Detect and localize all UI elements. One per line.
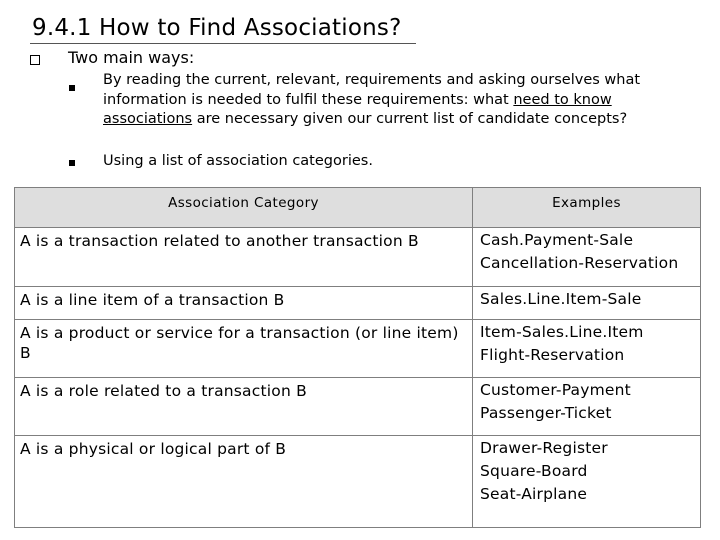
sub-point-1-text-end: are necessary given our current list of candidate concepts? bbox=[192, 111, 628, 127]
example-item: Flight-Reservation bbox=[480, 346, 625, 364]
examples-cell bbox=[473, 287, 701, 320]
category-cell: A is a product or service for a transaction (or line item) B bbox=[15, 320, 473, 378]
table-row bbox=[15, 436, 701, 528]
header-association-category: Association Category bbox=[15, 188, 473, 228]
table-row bbox=[15, 287, 701, 320]
examples-cell bbox=[473, 378, 701, 436]
example-item: Drawer-Register bbox=[480, 439, 608, 457]
association-categories-table bbox=[14, 187, 701, 528]
sub-point-2: Using a list of association categories. bbox=[103, 153, 373, 169]
example-item: Seat-Airplane bbox=[480, 485, 588, 503]
main-point: Two main ways: bbox=[68, 48, 195, 67]
examples-cell bbox=[473, 228, 701, 287]
example-item: Passenger-Ticket bbox=[480, 404, 612, 422]
example-item: Cancellation-Reservation bbox=[480, 254, 679, 272]
sub-point-1-text: By reading the current, relevant, requirements and asking ourselves what information is needed to fulfil these requirements: what bbox=[103, 72, 641, 108]
table-row bbox=[15, 228, 701, 287]
table-row bbox=[15, 320, 701, 378]
example-item: Cash.Payment-Sale bbox=[480, 231, 634, 249]
example-item: Sales.Line.Item-Sale bbox=[480, 290, 642, 308]
filled-square-bullet-icon bbox=[69, 85, 75, 91]
page-title: 9.4.1 How to Find Associations? bbox=[32, 15, 402, 41]
example-item: Customer-Payment bbox=[480, 381, 631, 399]
filled-square-bullet-icon bbox=[69, 160, 75, 166]
example-item: Item-Sales.Line.Item bbox=[480, 323, 644, 341]
hollow-square-bullet-icon bbox=[30, 55, 40, 65]
header-examples: Examples bbox=[473, 188, 701, 228]
category-cell: A is a transaction related to another transaction B bbox=[15, 228, 473, 287]
sub-point-1 bbox=[103, 71, 683, 130]
examples-cell bbox=[473, 436, 701, 528]
title-underline bbox=[30, 43, 416, 44]
table-header-row bbox=[15, 188, 701, 228]
sub-point-1-underlined: need to know associations bbox=[103, 91, 612, 127]
category-cell: A is a line item of a transaction B bbox=[15, 287, 473, 320]
category-cell: A is a role related to a transaction B bbox=[15, 378, 473, 436]
examples-cell bbox=[473, 320, 701, 378]
category-cell: A is a physical or logical part of B bbox=[15, 436, 473, 528]
table-row bbox=[15, 378, 701, 436]
example-item: Square-Board bbox=[480, 462, 588, 480]
